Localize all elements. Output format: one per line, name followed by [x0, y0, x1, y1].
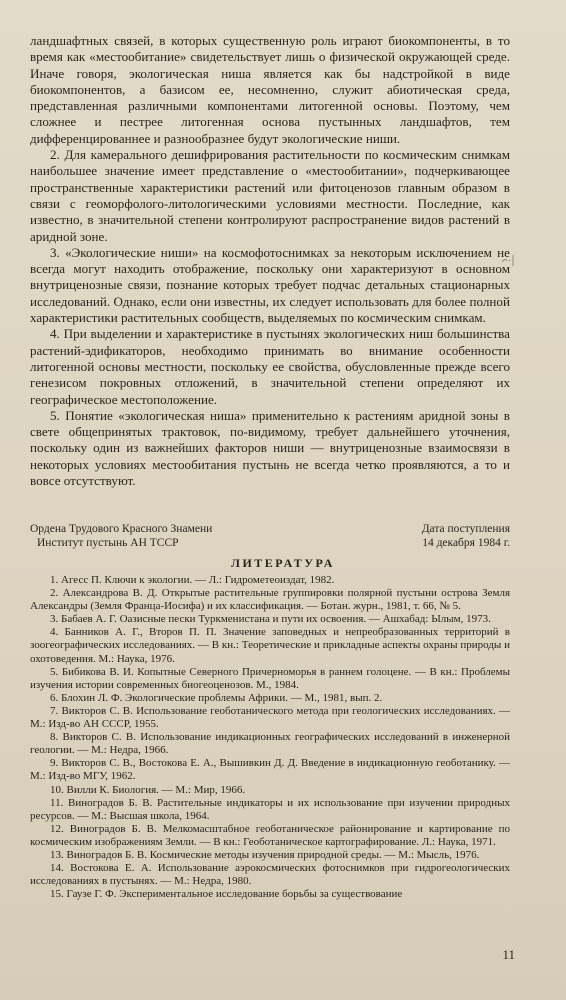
paragraph-4: 4. При выделении и характеристике в пустынях экологических ниш большинства растений-эдификаторов, необходимо принимать во внимание особенности литогенной основы местности, поскольку ее свойства, обусловленные прежде всего генезисом покровных отложений, в значительной степени определяют их географическое местоположение. [30, 326, 510, 407]
received-date: 14 декабря 1984 г. [422, 537, 510, 549]
received-label: Дата поступления [421, 523, 510, 535]
reference-item: 15. Гаузе Г. Ф. Экспериментальное исследование борьбы за существование [50, 888, 403, 901]
reference-item: 4. Банников А. Г., Второв П. П. Значение заповедных и непреобразованных территорий в зоогеографических исследованиях. — В кн.: Теоретические и прикладные аспекты охраны природы и охотоведения. М.: Наука, 1976. [30, 626, 510, 665]
reference-item: 10. Вилли К. Биология. — М.: Мир, 1966. [50, 783, 246, 796]
institution-block [30, 522, 510, 550]
institution-line1: Ордена Трудового Красного Знамени [30, 523, 213, 535]
reference-item: 14. Востокова Е. А. Использование аэрокосмических фотоснимков при гидрогеологических исследованиях в пустынях. — М.: Недра, 1980. [30, 862, 510, 888]
body-text [30, 33, 510, 489]
pencil-mark-icon [500, 252, 516, 268]
reference-item: 11. Виноградов Б. В. Растительные индикаторы и их использование при изучении природных ресурсов. — М.: Высшая школа, 1964. [30, 796, 510, 822]
reference-item: 8. Викторов С. В. Использование индикационных географических исследований в инженерной геологии. — М.: Недра, 1966. [30, 731, 510, 757]
reference-item: 7. Викторов С. В. Использование геоботанического метода при геологических исследованиях. — М.: Изд-во АН СССР, 1955. [30, 704, 510, 731]
reference-item: 1. Агесс П. Ключи к экологии. — Л.: Гидрометеоиздат, 1982. [50, 574, 335, 586]
institution-line2: Институт пустынь АН ТССР [37, 537, 179, 549]
reference-item: 6. Блохин Л. Ф. Экологические проблемы Африки. — М., 1981, вып. 2. [50, 691, 383, 704]
reference-item: 2. Александрова В. Д. Открытые растительные группировки полярной пустыни острова Земля Александры (Земля Франца-Иосифа) и их классификация. — Ботан. журн., 1981, т. 66, № 5. [30, 587, 510, 613]
paragraph-5: 5. Понятие «экологическая ниша» применительно к растениям аридной зоны в свете общепринятых трактовок, по-видимому, требует дальнейшего уточнения, поскольку один из важнейших факторов ниши — внутриценозные взаимосвязи в некоторых условиях местообитания пустынь не всегда четко проявляются, а то и вовсе отсутствуют. [30, 407, 510, 489]
paragraph-1: ландшафтных связей, в которых существенную роль играют биокомпоненты, в то время как «местообитание» свидетельствует лишь о физической окружающей среде. Иначе говоря, экологическая ниша является как бы надстройкой в виде биокомпонентов, а базисом ее, несомненно, служит абиотическая среда, представленная различными компонентами литогенной основы. Поэтому, чем сложнее и пестрее литогенная основа пустынных ландшафтов, тем дифференцированнее и разнообразнее будут экологические ниши. [30, 33, 510, 146]
paragraph-3: 3. «Экологические ниши» на космофотоснимках за некоторым исключением не всегда могут находить отображение, поскольку они характеризуют в основном внутриценозные связи, познание которых требует подчас детальных стационарных исследований. Однако, если они известны, их следует использовать для более полной характеристики растительных сообществ, выделяемых по космическим снимкам. [30, 244, 510, 326]
literature-title: ЛИТЕРАТУРА [231, 556, 335, 570]
page-number: 11 [502, 947, 515, 962]
references-list [30, 574, 510, 901]
reference-item: 3. Бабаев А. Г. Оазисные пески Туркменистана и пути их освоения. — Ашхабад: Ылым, 1973. [50, 613, 491, 626]
reference-item: 12. Виноградов Б. В. Мелкомасштабное геоботаническое районирование и картирование по космическим изображениям Земли. — В кн.: Геоботаническое картографирование. Л.: Наука, 1971. [30, 822, 510, 848]
reference-item: 13. Виноградов Б. В. Космические методы изучения природной среды. — М.: Мысль, 1976. [50, 848, 480, 861]
reference-item: 9. Викторов С. В., Востокова Е. А., Вышивкин Д. Д. Введение в индикационную геоботанику. — М.: Изд-во МГУ, 1962. [30, 757, 510, 783]
paragraph-2: 2. Для камерального дешифрирования растительности по космическим снимкам наибольшее значение имеет представление о «местообитании», подчеркивающее пространственные характеристики растений или фитоценозов главным образом в связи с геоморфолого-литологическими условиями местности. Последние, как известно, в значительной степени контролируют распространение видов растений в аридной зоне. [30, 147, 510, 244]
reference-item: 5. Бибикова В. И. Копытные Северного Причерноморья в раннем голоцене. — В кн.: Проблемы изучения истории современных биогеоценозов. М., 1984. [30, 665, 510, 691]
